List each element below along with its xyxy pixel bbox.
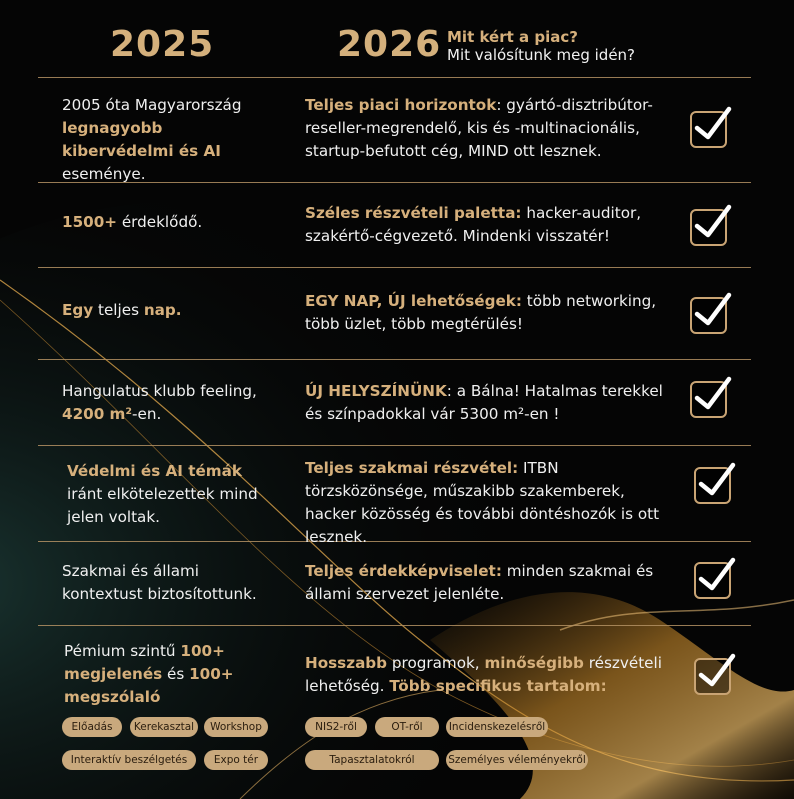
checkmark-box-icon: [690, 209, 727, 246]
checkmark-box-icon: [690, 381, 727, 418]
body-text: : a Bálna! Hatalmas terekkel és színpadokkal vár 5300 m²-en !: [305, 382, 663, 423]
highlight-text: 100+ megjelenés: [64, 642, 225, 683]
row-7-2025: [64, 640, 264, 709]
question-market: Mit kért a piac?: [447, 28, 578, 46]
row-7-2026: [305, 652, 665, 698]
body-text: több networking, több üzlet, több megtérülés!: [305, 292, 657, 333]
body-text: teljes: [93, 301, 144, 319]
body-text: programok,: [387, 654, 485, 672]
highlight-text: Széles részvételi paletta:: [305, 204, 522, 222]
year-2026: 2026: [337, 24, 442, 65]
highlight-text: Több specifikus tartalom:: [389, 677, 607, 695]
row-2-2025: [62, 211, 272, 234]
row-6-2026: [305, 560, 665, 606]
highlight-text: Teljes érdekképviselet:: [305, 562, 502, 580]
highlight-text: EGY NAP, ÚJ lehetőségek:: [305, 292, 522, 310]
highlight-text: minőségibb: [484, 654, 584, 672]
body-text: érdeklődő.: [117, 213, 203, 231]
body-text: minden szakmai és állami szervezet jelenléte.: [305, 562, 654, 603]
row-5-2026: [305, 457, 675, 549]
row-4-2025: [62, 380, 292, 426]
highlight-text: legnagyobb kibervédelmi és AI: [62, 119, 221, 160]
row-divider: [38, 625, 751, 626]
row-1-2025: [62, 94, 272, 186]
highlight-text: ÚJ HELYSZÍNÜNK: [305, 382, 447, 400]
row-1-2026: [305, 94, 665, 163]
body-text: Pémium szintű: [64, 642, 181, 660]
tag-workshop: Workshop: [204, 717, 268, 737]
checkmark-box-icon: [690, 111, 727, 148]
checkmark-box-icon: [694, 467, 731, 504]
tag-ot: OT-ről: [375, 717, 439, 737]
body-text: részvételi lehetőség.: [305, 654, 662, 695]
row-3-2026: [305, 290, 665, 336]
body-text: Szakmai és állami kontextust biztosítottunk.: [62, 562, 257, 603]
row-divider: [38, 77, 751, 78]
tag-incidenskezeles: Incidenskezelésről: [446, 717, 548, 737]
highlight-text: Teljes piaci horizontok: [305, 96, 497, 114]
question-realize: Mit valósítunk meg idén?: [447, 46, 636, 64]
highlight-text: Egy: [62, 301, 94, 319]
body-text: Hangulatus klubb feeling,: [62, 382, 257, 400]
highlight-text: Teljes szakmai részvétel:: [305, 459, 519, 477]
body-text: iránt elkötelezettek mind jelen voltak.: [67, 485, 258, 526]
checkmark-box-icon: [694, 658, 731, 695]
body-text: hacker-auditor, szakértő-cégvezető. Mindenki visszatér!: [305, 204, 642, 245]
highlight-text: 100+ megszólaló: [64, 665, 234, 706]
tag-kerekasztal: Kerekasztal: [130, 717, 198, 737]
highlight-text: 1500+: [62, 213, 117, 231]
body-text: és: [162, 665, 190, 683]
tag-tapasztalatok: Tapasztalatokról: [305, 750, 439, 770]
tag-nis2: NIS2-ről: [305, 717, 367, 737]
row-divider: [38, 267, 751, 268]
row-divider: [38, 359, 751, 360]
body-text: ITBN törzsközönsége, műszakibb szakemberek, hacker közösség és további döntéshozók is ott lesznek.: [305, 459, 660, 546]
row-5-2025: [67, 460, 277, 529]
body-text: -en.: [132, 405, 162, 423]
row-4-2026: [305, 380, 665, 426]
year-2025: 2025: [110, 24, 215, 65]
checkmark-box-icon: [694, 562, 731, 599]
highlight-text: Védelmi és AI témák: [67, 462, 242, 480]
highlight-text: nap.: [143, 301, 182, 319]
tag-szemelyes-velemenyek: Személyes véleményekről: [446, 750, 588, 770]
highlight-text: Hosszabb: [305, 654, 388, 672]
body-text: 2005 óta Magyarország: [62, 96, 242, 114]
tag-expo-ter: Expo tér: [204, 750, 268, 770]
tag-interaktiv-beszelgetes: Interaktív beszélgetés: [62, 750, 196, 770]
header-questions: [447, 28, 635, 64]
row-6-2025: [62, 560, 282, 606]
row-3-2025: [62, 299, 272, 322]
highlight-text: 4200 m²: [62, 405, 133, 423]
body-text: : gyártó-disztribútor-reseller-megrendelő, kis és -multinacionális, startup-befutott cég, MIND ott lesznek.: [305, 96, 653, 160]
row-2-2026: [305, 202, 665, 248]
checkmark-box-icon: [690, 297, 727, 334]
tag-eloadas: Előadás: [62, 717, 122, 737]
row-divider: [38, 445, 751, 446]
body-text: eseménye.: [62, 165, 146, 183]
